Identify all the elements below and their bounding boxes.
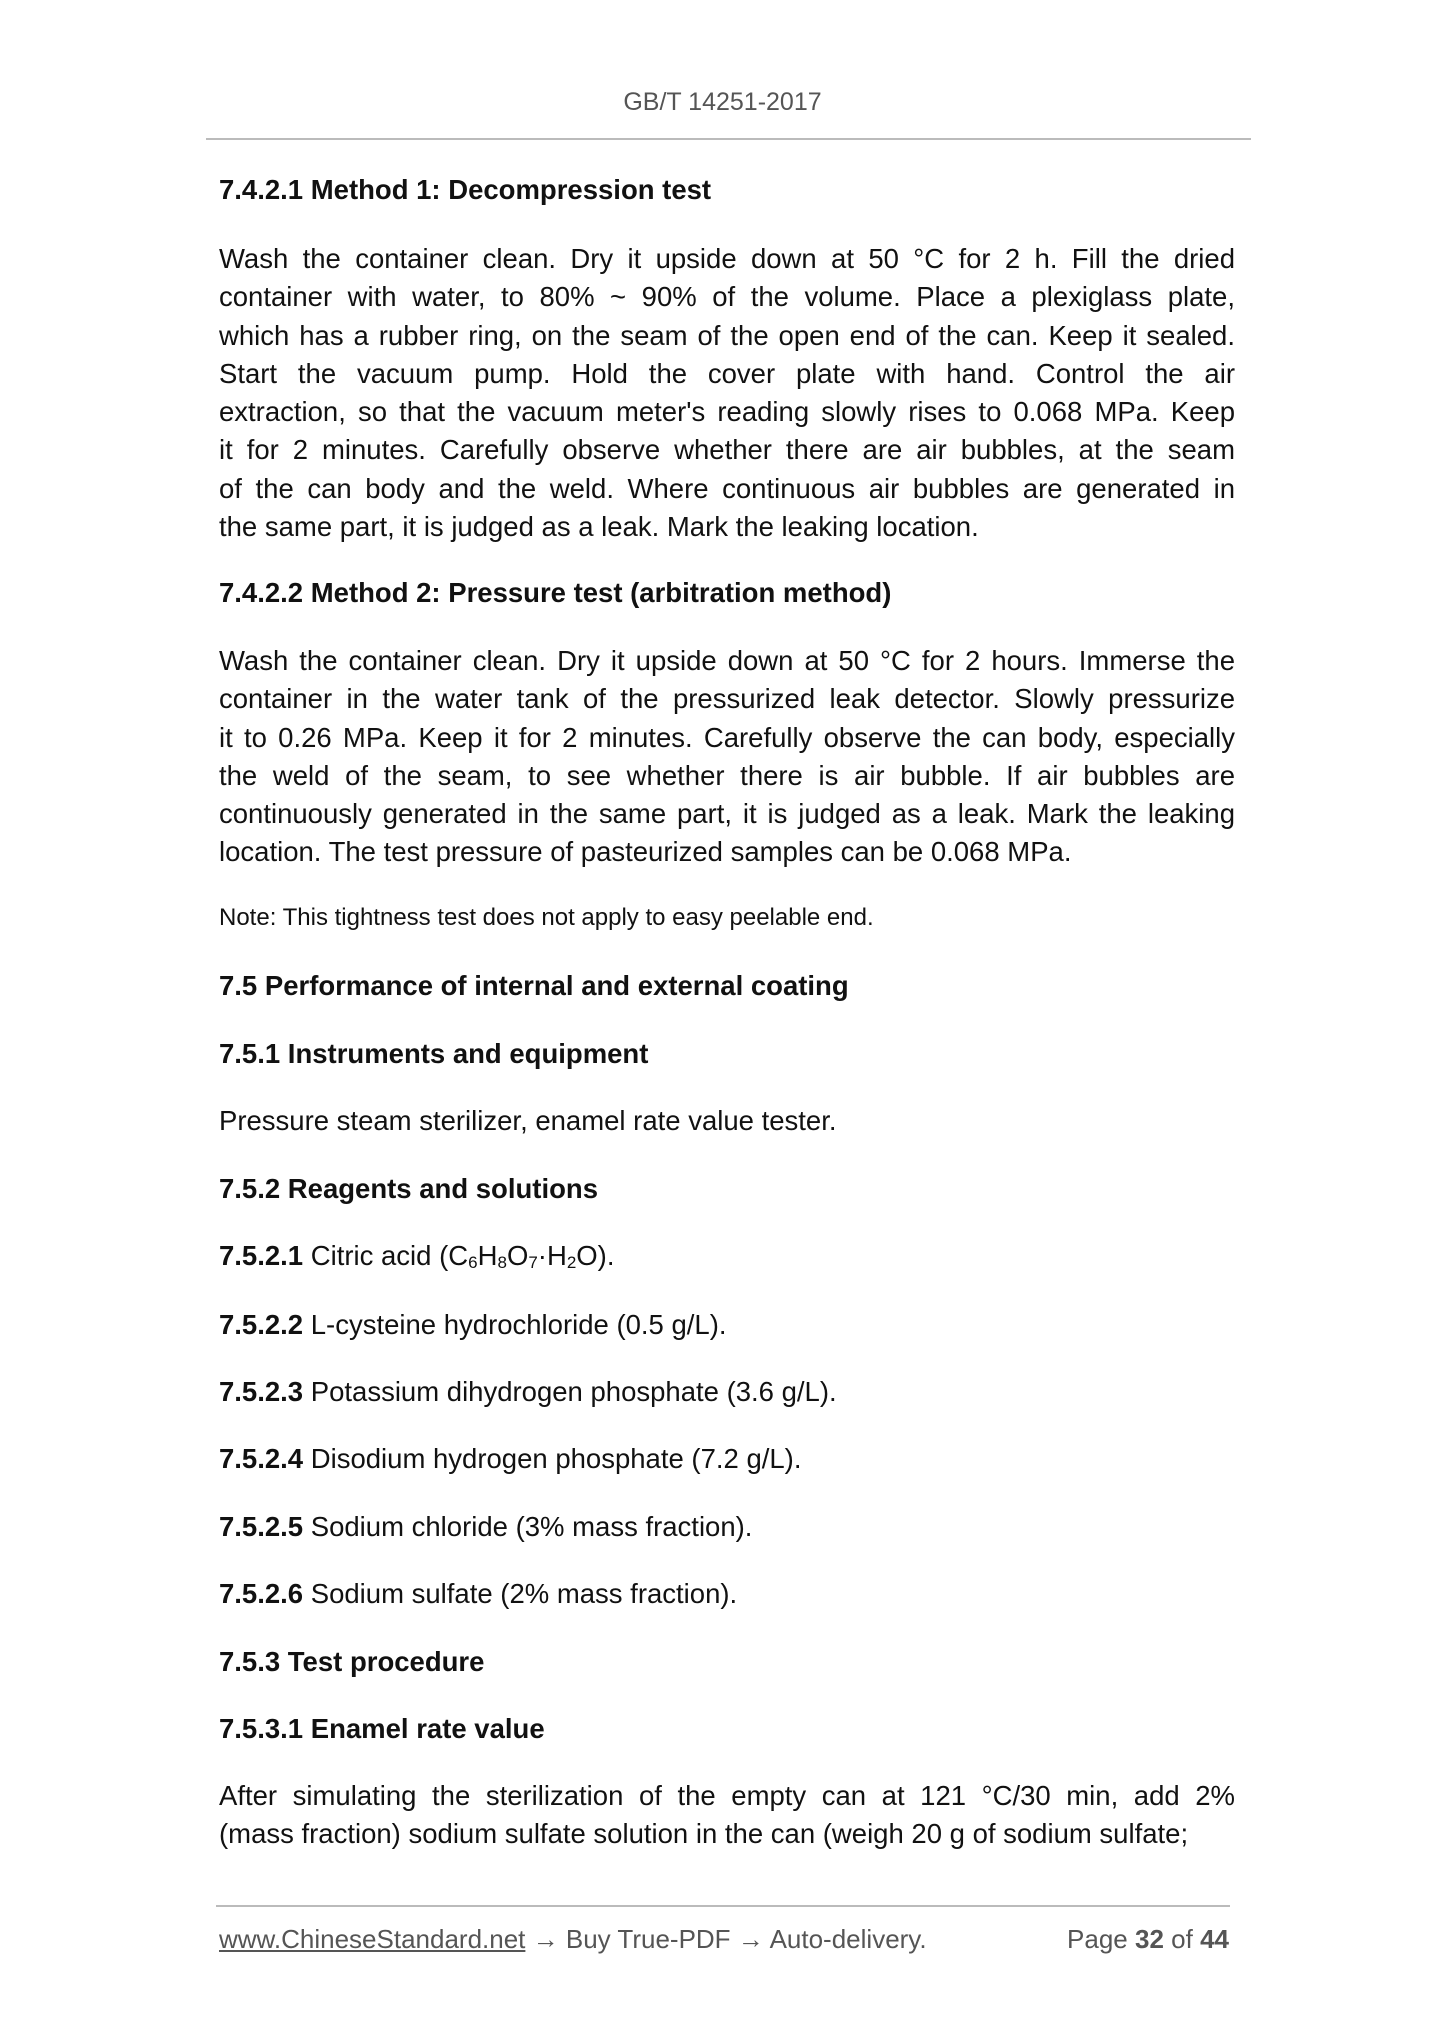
- text-line: which has a rubber ring, on the seam of the open end of the can. Keep it sealed.: [219, 319, 1235, 351]
- document-id-header: GB/T 14251-2017: [623, 88, 822, 116]
- reagent-text: ·H: [537, 1240, 567, 1271]
- page-number: [1067, 1924, 1229, 1955]
- reagent-text: Sodium sulfate (2% mass fraction).: [303, 1578, 738, 1609]
- paragraph-enamel: [219, 1777, 1235, 1854]
- subscript: 7: [528, 1253, 538, 1272]
- text-line: container in the water tank of the pressurized leak detector. Slowly pressurize: [219, 683, 1235, 715]
- heading-7-5-2: 7.5.2 Reagents and solutions: [219, 1173, 598, 1204]
- text-line: continuously generated in the same part, it is judged as a leak. Mark the leaking: [219, 798, 1235, 830]
- footer-tagline: → Buy True-PDF → Auto-delivery.: [525, 1924, 927, 1954]
- text-line: After simulating the sterilization of the empty can at 121 °C/30 min, add 2%: [219, 1780, 1235, 1811]
- reagent-number: 7.5.2.3: [219, 1376, 304, 1407]
- text-line: it for 2 minutes. Carefully observe whether there are air bubbles, at the seam: [219, 434, 1235, 466]
- reagent-number: 7.5.2.6: [219, 1578, 304, 1609]
- reagent-item: [219, 1440, 1235, 1478]
- paragraph-method-2: [219, 642, 1235, 872]
- text-line: the same part, it is judged as a leak. Mark the leaking location.: [219, 511, 979, 543]
- text-line: Wash the container clean. Dry it upside down at 50 °C for 2 h. Fill the dried: [219, 243, 1235, 274]
- heading-7-4-2-1: 7.4.2.1 Method 1: Decompression test: [219, 174, 712, 205]
- text-line: it to 0.26 MPa. Keep it for 2 minutes. Carefully observe the can body, especially: [219, 721, 1235, 753]
- instruments-text: Pressure steam sterilizer, enamel rate value tester.: [219, 1105, 837, 1136]
- heading-7-5-3: 7.5.3 Test procedure: [219, 1646, 485, 1677]
- note: Note: This tightness test does not apply to easy peelable end.: [219, 904, 874, 931]
- reagent-text: Disodium hydrogen phosphate (7.2 g/L).: [303, 1443, 802, 1474]
- reagent-number: 7.5.2.5: [219, 1511, 304, 1542]
- subscript: 2: [566, 1253, 577, 1272]
- footer: [219, 1924, 1229, 1955]
- of-label: of: [1171, 1924, 1193, 1954]
- paragraph-method-1: [219, 240, 1235, 546]
- reagent-number: 7.5.2.1: [219, 1240, 304, 1271]
- text-line: of the can body and the weld. Where continuous air bubbles are generated in: [219, 472, 1235, 504]
- reagent-text: Citric acid (C: [303, 1240, 469, 1271]
- reagent-item: [219, 1575, 1235, 1613]
- subscript: 8: [497, 1253, 507, 1272]
- heading-7-5: 7.5 Performance of internal and external coating: [219, 970, 849, 1001]
- page-label: Page: [1067, 1924, 1128, 1954]
- reagent-item: [219, 1306, 1235, 1344]
- text-line: Start the vacuum pump. Hold the cover plate with hand. Control the air: [219, 357, 1235, 389]
- heading-7-5-1: 7.5.1 Instruments and equipment: [219, 1038, 649, 1069]
- reagent-item: [219, 1373, 1235, 1411]
- text-line: the weld of the seam, to see whether there is air bubble. If air bubbles are: [219, 759, 1235, 791]
- reagent-number: 7.5.2.2: [219, 1309, 304, 1340]
- heading-7-5-3-1: 7.5.3.1 Enamel rate value: [219, 1713, 545, 1744]
- reagent-text: O).: [576, 1240, 615, 1271]
- current-page: 32: [1135, 1924, 1164, 1954]
- reagent-text: O: [506, 1240, 529, 1271]
- reagent-text: L-cysteine hydrochloride (0.5 g/L).: [303, 1309, 727, 1340]
- text-line: container with water, to 80% ~ 90% of the volume. Place a plexiglass plate,: [219, 281, 1235, 313]
- reagent-text: Potassium dihydrogen phosphate (3.6 g/L).: [303, 1376, 837, 1407]
- reagent-item: [219, 1237, 1235, 1275]
- website-link[interactable]: www.ChineseStandard.net: [219, 1924, 526, 1954]
- footer-divider: [216, 1905, 1230, 1907]
- text-line: extraction, so that the vacuum meter's reading slowly rises to 0.068 MPa. Keep: [219, 396, 1235, 428]
- heading-7-4-2-2: 7.4.2.2 Method 2: Pressure test (arbitration method): [219, 577, 892, 608]
- reagent-text: Sodium chloride (3% mass fraction).: [303, 1511, 753, 1542]
- subscript: 6: [468, 1253, 478, 1272]
- text-line: Wash the container clean. Dry it upside down at 50 °C for 2 hours. Immerse the: [219, 645, 1235, 676]
- reagent-text: H: [477, 1240, 498, 1271]
- text-line: location. The test pressure of pasteurized samples can be 0.068 MPa.: [219, 836, 1072, 868]
- header-divider: [206, 138, 1251, 140]
- reagent-number: 7.5.2.4: [219, 1443, 304, 1474]
- total-pages: 44: [1200, 1924, 1229, 1954]
- text-line: (mass fraction) sodium sulfate solution in the can (weigh 20 g of sodium sulfate;: [219, 1818, 1189, 1850]
- reagent-item: [219, 1508, 1235, 1546]
